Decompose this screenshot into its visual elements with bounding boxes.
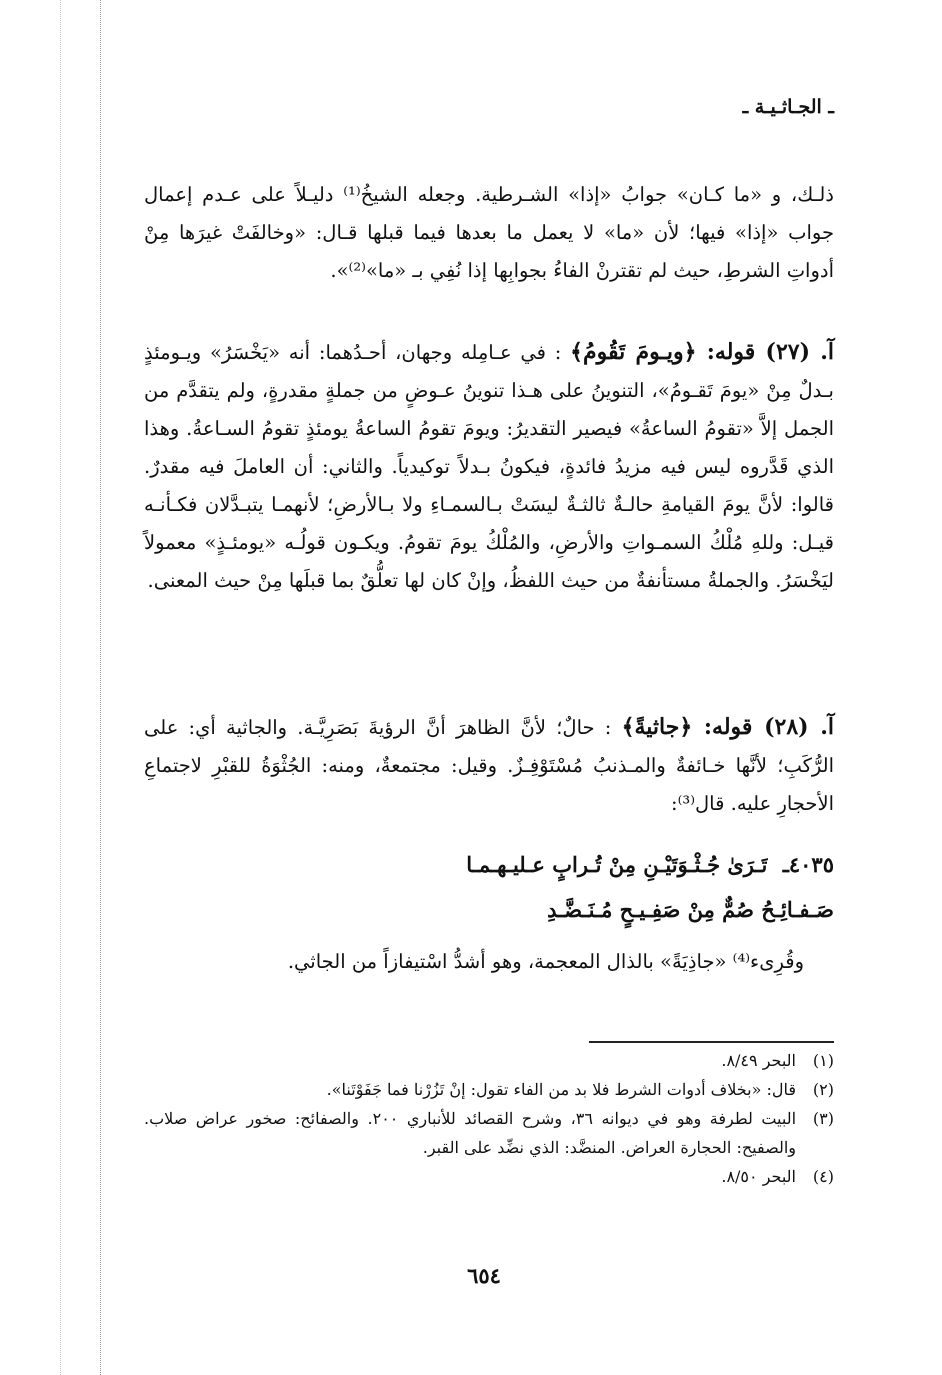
footnote-text: البحر ٨/٥٠. xyxy=(721,1167,796,1186)
footnote-text: قال: «بخلاف أدوات الشرط فلا بد من الفاء تقول: إنْ تَزُرْنا فما جَفَوْتَنا». xyxy=(326,1080,796,1099)
footnote-number: (٣) xyxy=(812,1109,834,1128)
verse-line-2-text: صَـفـائِـحُ صُمٌّ مِنْ صَفِـيـحٍ مُـنَـضَّـدِ xyxy=(547,897,834,922)
verse-line-1 xyxy=(434,852,834,877)
footnote-item xyxy=(144,1162,834,1191)
footnote-separator xyxy=(589,1041,834,1043)
scan-edge-dots-outer xyxy=(60,0,61,1375)
paragraph-28-text: : حالٌ؛ لأنَّ الظاهرَ أنَّ الرؤيةَ بَصَرِيَّـة. والجاثية أي: على الرُّكَبِ؛ لأنَّها خـائفةٌ والمـذنبُ مُسْتَوْفِـزٌ. وقيل: مجتمعةٌ، ومنه: الجُثْوَةُ للقبْرِ لاجتماعِ الأحجارِ عليه. قال⁽³⁾: xyxy=(144,716,834,815)
page-number: ٦٥٤ xyxy=(467,1263,501,1288)
scan-edge-dots-inner xyxy=(100,0,101,1375)
footnote-item xyxy=(144,1046,834,1075)
verse-line-1-text: تَـرَىٰ جُـثْـوَتَيْـنِ مِنْ تُـرابٍ عـليـهـمـا xyxy=(466,852,768,877)
running-header: ـ الجـاثـيـة ـ xyxy=(742,96,834,118)
lemma-27: آ. (٢٧) قوله: ﴿ويـومَ تَقُومُ﴾ xyxy=(570,339,835,365)
paragraph-27-text: : في عـامِله وجهان، أحـدُهما: أنه «يَخْسَرُ» ويـومئذٍ بـدلٌ مِنْ «يومَ تَقـومُ»، التنوينُ على هـذا تنوينُ عـوضٍ من جملةٍ مقدرةٍ، ولم يتقدَّم من الجمل إلاَّ «تقومُ الساعةُ» فيصير التقديرُ: ويومَ تقومُ الساعةُ يومئذٍ تقومُ السـاعةُ. وهذا الذي قَدَّروه ليس فيه مزيدُ فائدةٍ، فيكونُ بـدلاً توكيدياً. والثاني: أن العاملَ فيه مقدرٌ. قالوا: لأنَّ يومَ القيامةِ حالـةٌ ثالثـةٌ ليسَتْ بـالسمـاءِ ولا بـالأرضِ؛ لأنهمـا يتبـدَّلان فكـأنـه قيـل: وللهِ مُلْكُ السمـواتِ والأرضِ، والمُلْكُ يومَ تقومُ. ويكـون قولُـه «يومئـذٍ» معمولاً ليَخْسَرُ. والجملةُ مستأنفةٌ من حيث اللفظُ، وإنْ كان لها تعلُّقٌ بما قبلَها مِنْ حيث المعنى. xyxy=(144,341,834,592)
footnote-number: (٤) xyxy=(812,1167,834,1186)
footnote-text: البيت لطرفة وهو في ديوانه ٣٦، وشرح القصائد للأنباري ٢٠٠. والصفائح: صخور عراض صلاب. والصفيح: الحجارة العراض. المنضَّد: الذي نضِّد على القبر. xyxy=(144,1109,797,1157)
paragraph-1-text: ذلـك، و «ما كـان» جوابُ «إذا» الشـرطية. وجعله الشيخُ⁽¹⁾ دليـلاً على عـدم إعمال جواب «إذا» فيها؛ لأن «ما» لا يعمل ما بعدها فيما قبلها قـال: «وخالفَتْ غيرَها مِنْ أدواتِ الشرطِ، حيث لم تقترنْ الفاءُ بجوابِها إذا نُفِي بـ «ما»⁽²⁾». xyxy=(144,183,834,282)
footnote-item xyxy=(144,1104,834,1162)
paragraph-28 xyxy=(144,708,834,823)
verse-line-2 xyxy=(274,897,834,922)
book-page xyxy=(144,0,834,1375)
footnote-number: (١) xyxy=(812,1051,834,1070)
paragraph-1 xyxy=(144,176,834,290)
paragraph-27 xyxy=(144,333,834,600)
footnote-number: (٢) xyxy=(812,1080,834,1099)
lemma-28: آ. (٢٨) قوله: ﴿جاثيةً﴾ xyxy=(621,714,834,740)
variant-reading-line: وقُرِىء⁽⁴⁾ «جاذِيَةً» بالذال المعجمة، وهو أشدُّ اسْتيفازاً من الجاثي. xyxy=(287,950,804,973)
verse-number: ٤٠٣٥ـ xyxy=(782,852,834,877)
footnotes xyxy=(144,1046,834,1191)
footnote-item xyxy=(144,1075,834,1104)
footnote-text: البحر ٨/٤٩. xyxy=(721,1051,796,1070)
